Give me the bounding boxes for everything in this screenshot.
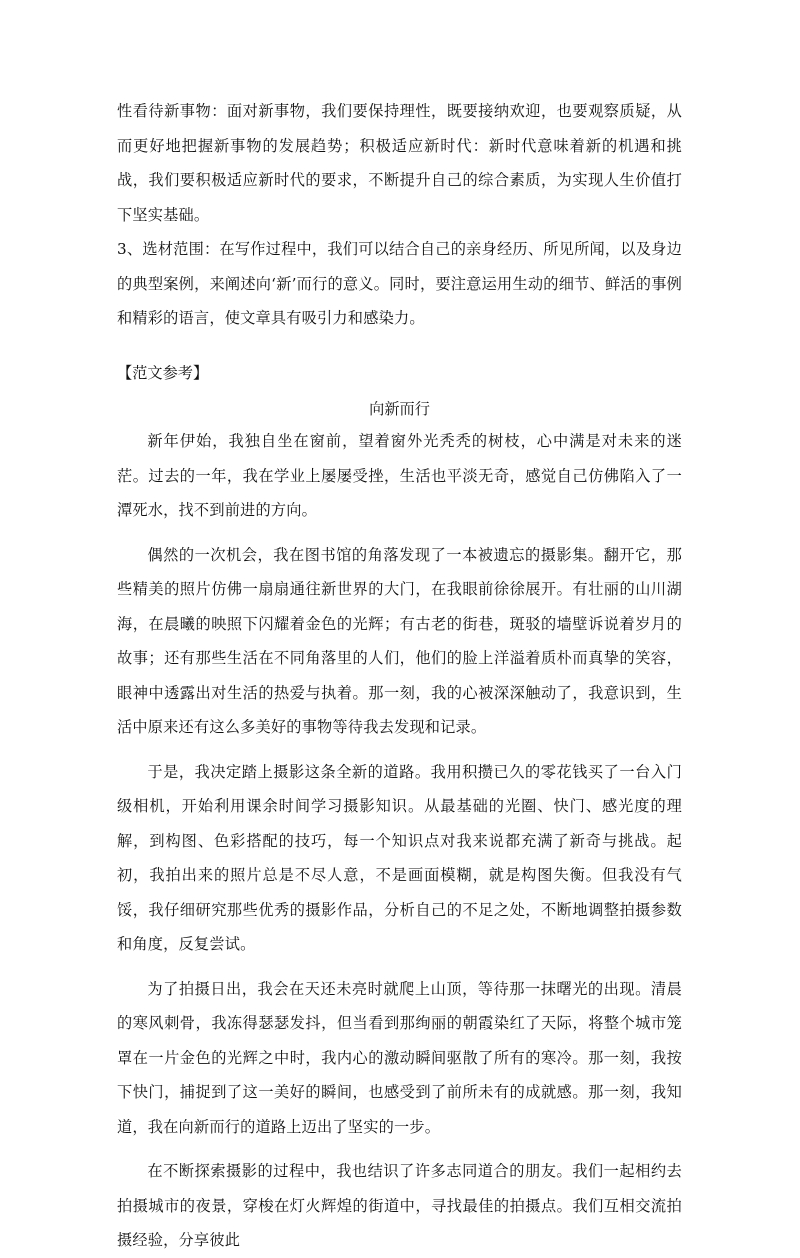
- essay-paragraph-1: 新年伊始，我独自坐在窗前，望着窗外光秃秃的树枝，心中满是对未来的迷茫。过去的一年，我在学业上屡屡受挫，生活也平淡无奇，感觉自己仿佛陷入了一潭死水，找不到前进的方向。: [117, 432, 682, 519]
- document-body: [117, 94, 682, 1258]
- selection-scope-paragraph: 3、选材范围：在写作过程中，我们可以结合自己的亲身经历、所见所闻，以及身边的典型案例，来阐述向‘新’而行的意义。同时，要注意运用生动的细节、鲜活的事例和精彩的语言，使文章具有吸引力和感染力。: [117, 240, 682, 327]
- essay-title: 向新而行: [369, 400, 430, 418]
- section-label: 【范文参考】: [117, 363, 209, 382]
- essay-paragraph-3: 于是，我决定踏上摄影这条全新的道路。我用积攒已久的零花钱买了一台入门级相机，开始利用课余时间学习摄影知识。从最基础的光圈、快门、感光度的理解，到构图、色彩搭配的技巧，每一个知识点对我来说都充满了新奇与挑战。起初，我拍出来的照片总是不尽人意，不是画面模糊，就是构图失衡。但我没有气馁，我仔细研究那些优秀的摄影作品，分析自己的不足之处，不断地调整拍摄参数和角度，反复尝试。: [117, 762, 682, 953]
- intro-paragraph: 性看待新事物：面对新事物，我们要保持理性，既要接纳欢迎，也要观察质疑，从而更好地把握新事物的发展趋势；积极适应新时代：新时代意味着新的机遇和挑战，我们要积极适应新时代的要求，不断提升自己的综合素质，为实现人生价值打下坚实基础。: [117, 102, 682, 224]
- essay-paragraph-2: 偶然的一次机会，我在图书馆的角落发现了一本被遗忘的摄影集。翻开它，那些精美的照片仿佛一扇扇通往新世界的大门，在我眼前徐徐展开。有壮丽的山川湖海，在晨曦的映照下闪耀着金色的光辉；有古老的街巷，斑驳的墙壁诉说着岁月的故事；还有那些生活在不同角落里的人们，他们的脸上洋溢着质朴而真挚的笑容，眼神中透露出对生活的热爱与执着。那一刻，我的心被深深触动了，我意识到，生活中原来还有这么多美好的事物等待我去发现和记录。: [117, 545, 682, 736]
- essay-paragraph-5: 在不断探索摄影的过程中，我也结识了许多志同道合的朋友。我们一起相约去拍摄城市的夜景，穿梭在灯火辉煌的街道中，寻找最佳的拍摄点。我们互相交流拍摄经验，分享彼此: [117, 1162, 682, 1249]
- essay-paragraph-4: 为了拍摄日出，我会在天还未亮时就爬上山顶，等待那一抹曙光的出现。清晨的寒风刺骨，我冻得瑟瑟发抖，但当看到那绚丽的朝霞染红了天际，将整个城市笼罩在一片金色的光辉之中时，我内心的激动瞬间驱散了所有的寒冷。那一刻，我按下快门，捕捉到了这一美好的瞬间，也感受到了前所未有的成就感。那一刻，我知道，我在向新而行的道路上迈出了坚实的一步。: [117, 979, 682, 1136]
